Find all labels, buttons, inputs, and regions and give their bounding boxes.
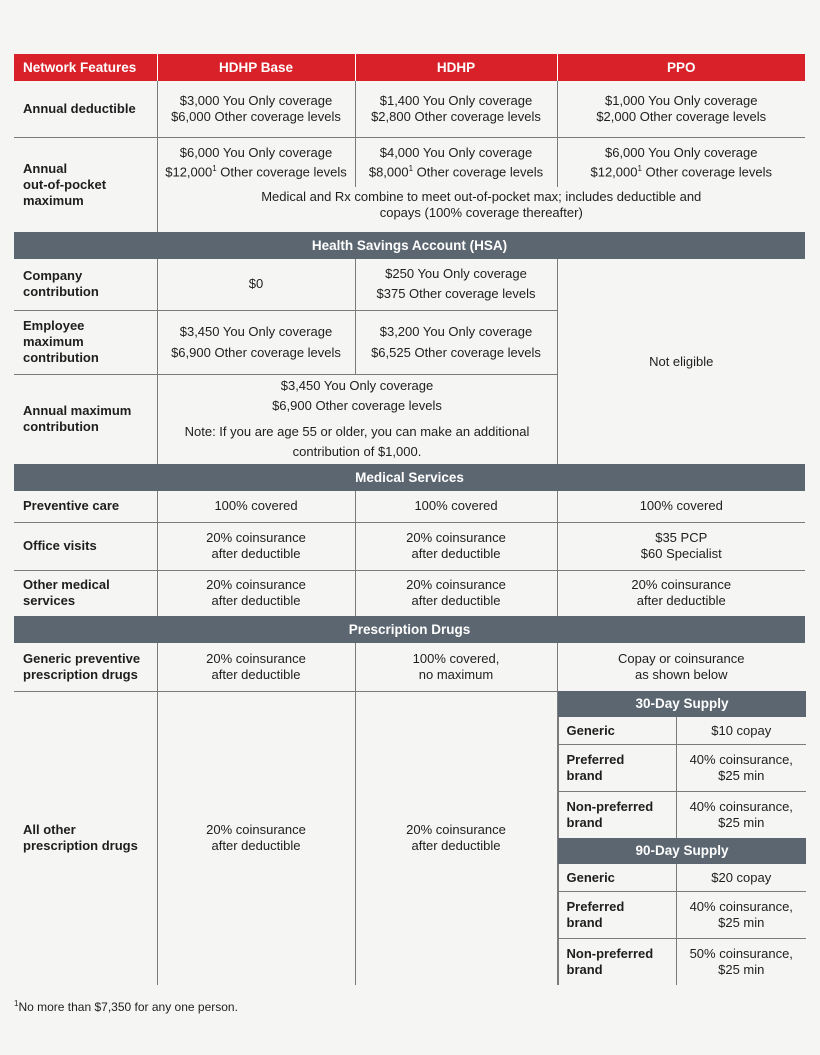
label-annual-deductible: Annual deductible	[23, 100, 136, 116]
supply30-nonpreferred-value	[676, 792, 806, 839]
row-oop-max	[14, 137, 805, 187]
oop-hdhp-base-amount: $12,000	[165, 163, 213, 179]
header-ppo: PPO	[557, 54, 805, 81]
company-hdhp-base: $0	[157, 259, 355, 310]
row-generic-preventive	[14, 643, 805, 691]
generic-preventive-hdhp-base	[157, 643, 355, 691]
generic-preventive-ppo-line2: as shown below	[635, 667, 728, 682]
office-hdhp-base-line2: after deductible	[211, 546, 301, 561]
oop-hdhp-base-line1: $6,000 You Only coverage	[179, 144, 333, 160]
supply90-nonpreferred-value	[676, 939, 806, 986]
supply90-preferred-value-line2: $25 min	[718, 915, 765, 930]
annual-max-value	[157, 374, 557, 464]
preventive-ppo: 100% covered	[557, 491, 805, 522]
preventive-hdhp: 100% covered	[355, 491, 557, 522]
supply90-row-generic	[558, 864, 806, 892]
header-network-features: Network Features	[14, 54, 157, 81]
generic-preventive-hdhp-base-line1: 20% coinsurance	[206, 650, 306, 666]
oop-note-line1: Medical and Rx combine to meet out-of-pocket max; includes deductible and	[261, 189, 702, 204]
supply90-preferred-value	[676, 892, 806, 939]
label-generic-preventive-line1: Generic preventive	[23, 650, 141, 666]
footnote-text: No more than $7,350 for any one person.	[18, 1000, 238, 1014]
supply30-preferred-label-line2: brand	[566, 768, 603, 783]
row-preventive-care	[14, 491, 805, 522]
deductible-ppo-line2: $2,000 Other coverage levels	[596, 108, 767, 124]
deductible-hdhp-line1: $1,400 You Only coverage	[379, 92, 533, 108]
label-company-contribution	[14, 259, 157, 310]
section-hsa	[14, 232, 805, 259]
footnote-marker: 1	[212, 163, 217, 173]
supply30-generic-label: Generic	[558, 717, 676, 745]
all-other-hdhp	[355, 691, 557, 985]
label-employee-line3: contribution	[23, 350, 99, 365]
company-hdhp-line2: $375 Other coverage levels	[376, 286, 536, 302]
other-hdhp-line1: 20% coinsurance	[406, 577, 506, 593]
all-other-hdhp-line2: after deductible	[411, 838, 501, 854]
deductible-hdhp-base	[157, 81, 355, 137]
other-hdhp-line2: after deductible	[411, 593, 501, 609]
footnote-marker: 1	[408, 163, 414, 173]
oop-note-line2: copays (100% coverage thereafter)	[379, 205, 583, 220]
generic-preventive-ppo-line1: Copay or coinsurance	[618, 651, 745, 666]
generic-preventive-ppo	[557, 643, 805, 691]
office-ppo-line1: $35 PCP	[655, 530, 708, 545]
section-prescription-title: Prescription Drugs	[14, 616, 805, 643]
supply90-nonpreferred-label-line1: Non-preferred	[566, 946, 654, 961]
hsa-ppo-not-eligible: Not eligible	[557, 259, 805, 464]
label-company-line1: Company	[23, 268, 83, 284]
deductible-hdhp-base-line1: $3,000 You Only coverage	[179, 92, 333, 108]
supply30-preferred-label-line1: Preferred	[566, 752, 625, 767]
supply30-row-nonpreferred	[558, 792, 806, 839]
oop-ppo	[557, 137, 805, 187]
benefits-comparison	[14, 54, 805, 985]
label-preventive-care: Preventive care	[23, 498, 120, 514]
label-annual-max-line1: Annual maximum	[23, 403, 132, 419]
annual-max-line2: $6,900 Other coverage levels	[272, 398, 442, 414]
other-ppo-line2: after deductible	[636, 593, 726, 609]
employee-hdhp	[355, 310, 557, 374]
plan-comparison-table	[14, 54, 805, 985]
supply90-row-nonpreferred	[558, 939, 806, 986]
office-hdhp-base-line1: 20% coinsurance	[206, 530, 306, 545]
other-hdhp-base	[157, 570, 355, 616]
label-other-medical-line2: services	[23, 593, 76, 609]
supply30-header	[558, 691, 806, 717]
header-hdhp-base: HDHP Base	[157, 54, 355, 81]
supply30-generic-value: $10 copay	[676, 717, 806, 745]
other-ppo	[557, 570, 805, 616]
generic-preventive-hdhp-line2: no maximum	[418, 666, 494, 682]
all-other-hdhp-line1: 20% coinsurance	[406, 822, 506, 838]
label-generic-preventive-line2: prescription drugs	[23, 666, 138, 682]
annual-max-note-line1: Note: If you are age 55 or older, you can make an additional	[184, 424, 530, 440]
supply30-nonpreferred-value-line1: 40% coinsurance,	[689, 799, 793, 814]
supply90-header	[558, 838, 806, 864]
supply90-preferred-label	[558, 892, 676, 939]
deductible-ppo-line1: $1,000 You Only coverage	[604, 92, 758, 108]
supply30-preferred-value-line1: 40% coinsurance,	[689, 752, 793, 767]
supply90-preferred-label-line2: brand	[566, 915, 603, 930]
supply90-nonpreferred-label-line2: brand	[566, 962, 603, 977]
label-office-visits: Office visits	[14, 522, 157, 570]
office-hdhp-line1: 20% coinsurance	[406, 530, 506, 545]
row-company-contribution	[14, 259, 805, 310]
supply30-title: 30-Day Supply	[558, 691, 806, 717]
supply90-preferred-label-line1: Preferred	[566, 899, 625, 914]
label-oop-line2: out-of-pocket	[23, 176, 107, 192]
row-annual-deductible	[14, 81, 805, 137]
supply30-preferred-value-line2: $25 min	[718, 768, 765, 783]
row-office-visits	[14, 522, 805, 570]
supply30-preferred-value	[676, 745, 806, 792]
footnote-mark: 1	[14, 999, 19, 1008]
employee-hdhp-base-line2: $6,900 Other coverage levels	[171, 345, 341, 360]
supply30-nonpreferred-label-line2: brand	[566, 815, 603, 830]
label-annual-max-contribution	[14, 374, 157, 464]
all-other-hdhp-base-line1: 20% coinsurance	[206, 822, 306, 838]
office-hdhp-base	[157, 522, 355, 570]
office-ppo	[557, 522, 805, 570]
supply90-nonpreferred-value-line2: $25 min	[718, 962, 765, 977]
label-all-other-line1: All other	[23, 822, 76, 838]
label-other-medical-line1: Other medical	[23, 577, 110, 593]
section-medical	[14, 464, 805, 491]
section-medical-title: Medical Services	[14, 464, 805, 491]
label-all-other-line2: prescription drugs	[23, 838, 138, 854]
deductible-hdhp-line2: $2,800 Other coverage levels	[371, 108, 541, 124]
office-hdhp	[355, 522, 557, 570]
generic-preventive-hdhp	[355, 643, 557, 691]
supply30-row-generic	[558, 717, 806, 745]
row-other-medical	[14, 570, 805, 616]
oop-hdhp-base	[157, 137, 355, 187]
oop-hdhp-amount: $8,000	[368, 163, 409, 179]
supply90-nonpreferred-label	[558, 939, 676, 986]
label-oop-line3: maximum	[23, 192, 84, 208]
generic-preventive-hdhp-line1: 100% covered,	[412, 650, 500, 666]
other-hdhp-base-line2: after deductible	[211, 593, 301, 609]
employee-hdhp-line2: $6,525 Other coverage levels	[371, 345, 541, 360]
employee-hdhp-base-line1: $3,450 You Only coverage	[179, 324, 333, 339]
deductible-ppo	[557, 81, 805, 137]
deductible-hdhp-base-line2: $6,000 Other coverage levels	[171, 108, 341, 124]
label-employee-contribution	[14, 310, 157, 374]
footnote-marker: 1	[637, 163, 642, 173]
office-ppo-line2: $60 Specialist	[640, 546, 722, 561]
supply90-title: 90-Day Supply	[558, 838, 806, 864]
label-other-medical	[14, 570, 157, 616]
label-all-other-rx	[14, 691, 157, 985]
all-other-hdhp-base-line2: after deductible	[211, 838, 301, 854]
supply30-nonpreferred-value-line2: $25 min	[718, 815, 765, 830]
annual-max-note	[158, 422, 557, 462]
label-generic-preventive	[14, 643, 157, 691]
other-ppo-line1: 20% coinsurance	[631, 577, 732, 593]
annual-max-line1: $3,450 You Only coverage	[280, 378, 434, 394]
label-employee-line1: Employee	[23, 318, 85, 333]
oop-ppo-amount: $12,000	[590, 163, 638, 179]
preventive-hdhp-base: 100% covered	[157, 491, 355, 522]
generic-preventive-hdhp-base-line2: after deductible	[211, 666, 301, 682]
label-oop-max	[14, 137, 157, 232]
oop-hdhp	[355, 137, 557, 187]
other-hdhp-base-line1: 20% coinsurance	[206, 577, 306, 593]
supply30-nonpreferred-label-line1: Non-preferred	[566, 799, 654, 814]
supply30-row-preferred	[558, 745, 806, 792]
oop-hdhp-line1: $4,000 You Only coverage	[379, 144, 533, 160]
company-hdhp	[355, 259, 557, 310]
employee-hdhp-base	[157, 310, 355, 374]
oop-hdhp-base-line2: Other coverage levels	[216, 163, 347, 179]
company-hdhp-line1: $250 You Only coverage	[385, 266, 527, 282]
section-hsa-title: Health Savings Account (HSA)	[14, 232, 805, 259]
label-company-line2: contribution	[23, 284, 99, 300]
supply90-row-preferred	[558, 892, 806, 939]
label-oop-line1: Annual	[23, 160, 68, 176]
supply90-preferred-value-line1: 40% coinsurance,	[689, 899, 793, 914]
table-header	[14, 54, 805, 81]
row-all-other-rx	[14, 691, 805, 985]
section-prescription	[14, 616, 805, 643]
supply90-generic-value: $20 copay	[676, 864, 806, 892]
oop-note	[157, 187, 805, 232]
all-other-hdhp-base	[157, 691, 355, 985]
supply30-nonpreferred-label	[558, 792, 676, 839]
label-annual-max-line2: contribution	[23, 419, 99, 435]
deductible-hdhp	[355, 81, 557, 137]
supply90-generic-label: Generic	[558, 864, 676, 892]
footnote	[14, 999, 238, 1014]
label-employee-line2: maximum	[23, 334, 84, 349]
oop-ppo-line1: $6,000 You Only coverage	[604, 144, 758, 160]
ppo-rx-supply-tables	[557, 691, 805, 985]
other-hdhp	[355, 570, 557, 616]
header-hdhp: HDHP	[355, 54, 557, 81]
oop-hdhp-line2: Other coverage levels	[413, 163, 544, 179]
oop-ppo-line2: Other coverage levels	[641, 163, 773, 179]
annual-max-note-line2: contribution of $1,000.	[292, 444, 422, 460]
supply-table	[558, 691, 807, 985]
supply90-nonpreferred-value-line1: 50% coinsurance,	[689, 946, 793, 961]
employee-hdhp-line1: $3,200 You Only coverage	[379, 324, 533, 339]
supply30-preferred-label	[558, 745, 676, 792]
office-hdhp-line2: after deductible	[411, 546, 501, 561]
